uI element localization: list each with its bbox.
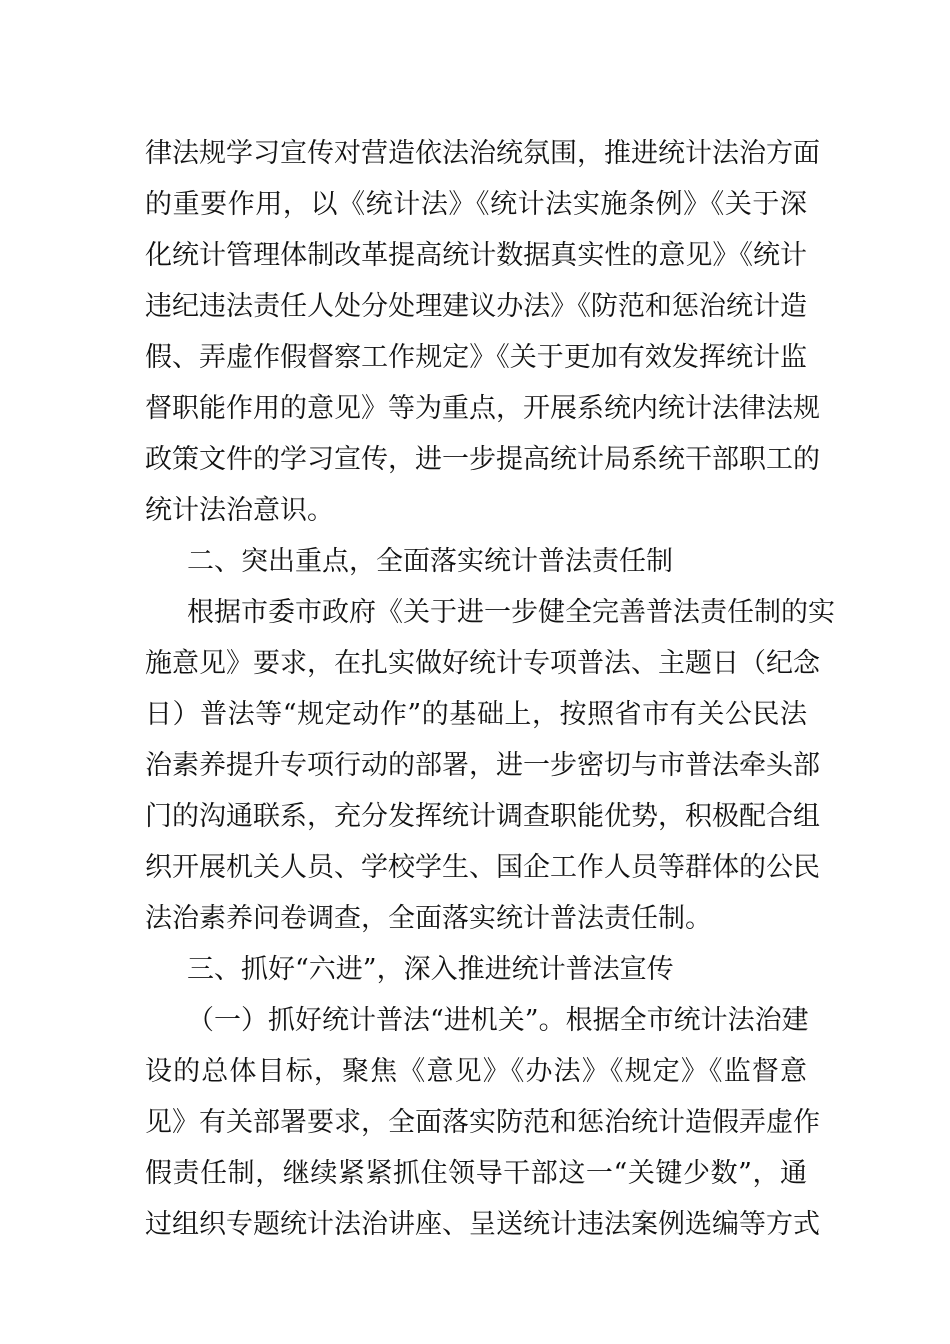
text-line: 门的沟通联系，充分发挥统计调查职能优势，积极配合组 <box>145 801 820 832</box>
text-line: 违纪违法责任人处分处理建议办法》《防范和惩治统计造 <box>145 291 807 322</box>
text-line: 政策文件的学习宣传，进一步提高统计局系统干部职工的 <box>145 444 820 475</box>
text-line: 日）普法等“规定动作”的基础上，按照省市有关公民法 <box>145 699 807 730</box>
text-line: 设的总体目标，聚焦《意见》《办法》《规定》《监督意 <box>145 1056 807 1087</box>
text-line: 根据市委市政府《关于进一步健全完善普法责任制的实 <box>187 597 835 628</box>
text-line: 假责任制，继续紧紧抓住领导干部这一“关键少数”，通 <box>145 1158 807 1189</box>
text-line: 的重要作用，以《统计法》《统计法实施条例》《关于深 <box>145 189 807 220</box>
document-body <box>145 128 835 1250</box>
text-line: 施意见》要求，在扎实做好统计专项普法、主题日（纪念 <box>145 648 820 679</box>
text-line: 织开展机关人员、学校学生、国企工作人员等群体的公民 <box>145 852 820 883</box>
text-line: 治素养提升专项行动的部署，进一步密切与市普法牵头部 <box>145 750 820 781</box>
text-line: （一）抓好统计普法“进机关”。根据全市统计法治建 <box>187 1005 809 1036</box>
text-line: 化统计管理体制改革提高统计数据真实性的意见》《统计 <box>145 240 807 271</box>
text-line: 过组织专题统计法治讲座、呈送统计违法案例选编等方式 <box>145 1209 820 1240</box>
text-line: 见》有关部署要求，全面落实防范和惩治统计造假弄虚作 <box>145 1107 820 1138</box>
text-line: 督职能作用的意见》等为重点，开展系统内统计法律法规 <box>145 393 820 424</box>
text-line: 律法规学习宣传对营造依法治统氛围，推进统计法治方面 <box>145 138 820 169</box>
section-heading-2: 二、突出重点，全面落实统计普法责任制 <box>187 546 673 577</box>
text-line: 假、弄虚作假督察工作规定》《关于更加有效发挥统计监 <box>145 342 807 373</box>
text-line: 法治素养问卷调查，全面落实统计普法责任制。 <box>145 903 712 934</box>
text-line: 统计法治意识。 <box>145 495 334 526</box>
section-heading-3: 三、抓好“六进”，深入推进统计普法宣传 <box>187 954 674 985</box>
